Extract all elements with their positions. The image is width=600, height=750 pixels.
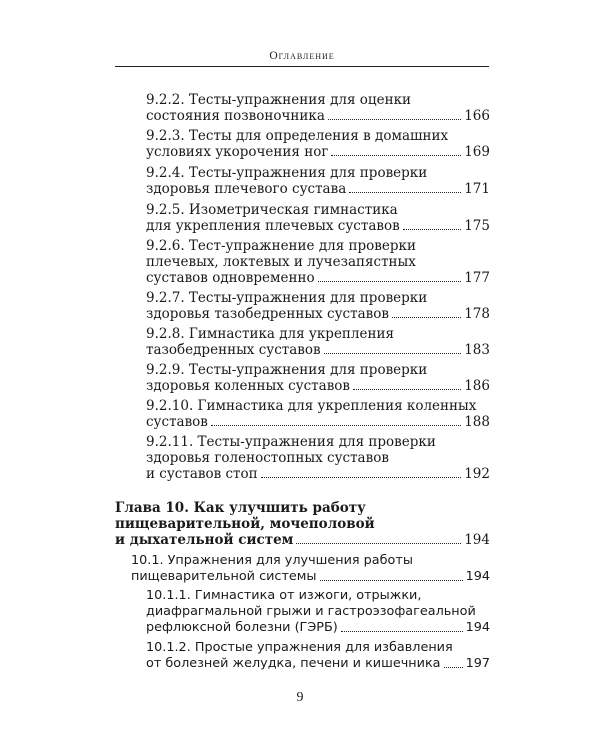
toc-page-number: 178 [464,306,490,322]
toc-entry[interactable] [146,290,490,322]
toc-page-number: 169 [464,144,490,160]
toc-entry-title-end: и суставов стоп [146,466,258,482]
leader-dots [349,192,461,193]
toc-page-number: 192 [464,466,490,482]
toc-entry-title: 10.1.1. Гимнастика от изжоги, отрыжки, [146,588,422,603]
toc-page-number: 197 [465,656,490,671]
toc-entry[interactable] [146,238,490,286]
toc-entry-title-end: пищеварительной системы [131,569,317,584]
toc-page-number: 183 [464,342,490,358]
toc-entry-title-end: здоровья коленных суставов [146,378,351,394]
chapter-title-cont: пищеварительной, мочеполовой [115,516,375,532]
toc-entry[interactable] [146,398,490,430]
toc-entry-title-end: суставов одновременно [146,270,315,286]
toc-entry[interactable] [146,588,490,636]
toc-entry-title-end: суставов [146,414,208,430]
toc-entry-title: 10.1. Упражнения для улучшения работы [131,553,413,568]
toc-entry[interactable] [146,640,490,672]
running-head: Оглавление [269,50,335,62]
toc-page-number: 194 [465,620,490,635]
header-rule [115,66,489,67]
toc-page-number: 194 [465,569,490,584]
toc-entry-title-cont: диафрагмальной грыжи и гастроэзофагеальной [146,604,476,619]
toc-page-number: 177 [464,270,490,286]
chapter-title-end: и дыхательной систем [115,532,294,548]
toc-entry-title: 9.2.9. Тесты-упражнения для проверки [146,362,428,378]
toc-entry-title-end: тазобедренных суставов [146,342,321,358]
toc-entry-title: 9.2.6. Тест-упражнение для проверки [146,238,416,254]
page-number: 9 [296,690,304,705]
toc-entry-title-cont: здоровья голеностопных суставов [146,450,389,466]
toc-entry[interactable] [146,165,490,197]
toc-entry-title-end: от болезней желудка, печени и кишечника [146,656,441,671]
toc-entry-title-end: для укрепления плечевых суставов [146,218,400,234]
toc-entry-title: 9.2.5. Изометрическая гимнастика [146,202,398,218]
toc-entry[interactable] [146,202,490,234]
toc-page-number: 175 [464,218,490,234]
leader-dots [341,631,463,632]
toc-entry-title-end: условиях укорочения ног [146,144,329,160]
toc-entry-title: 9.2.3. Тесты для определения в домашних [146,128,449,144]
chapter-title: Глава 10. Как улучшить работу [115,500,366,516]
leader-dots [296,543,461,544]
leader-dots [320,580,463,581]
leader-dots [261,477,462,478]
toc-page-number: 171 [464,181,490,197]
toc-entry-title-end: рефлюксной болезни (ГЭРБ) [146,620,338,635]
toc-entry[interactable] [146,434,490,482]
toc-page-number: 194 [464,532,490,548]
toc-entry-title-end: состояния позвоночника [146,108,325,124]
toc-page-number: 166 [464,108,490,124]
toc-entry-title: 9.2.10. Гимнастика для укрепления коленных [146,398,477,414]
leader-dots [331,155,461,156]
leader-dots [353,389,461,390]
leader-dots [444,667,463,668]
toc-entry[interactable] [146,128,490,160]
toc-entry[interactable] [146,362,490,394]
toc-chapter-entry[interactable] [115,500,490,548]
toc-entry-title-end: здоровья тазобедренных суставов [146,306,389,322]
leader-dots [403,229,462,230]
toc-entry[interactable] [146,326,490,358]
toc-entry-title-end: здоровья плечевого сустава [146,181,347,197]
toc-entry-title-cont: плечевых, локтевых и лучезапястных [146,254,416,270]
leader-dots [211,425,461,426]
leader-dots [392,317,461,318]
toc-entry-title: 9.2.8. Гимнастика для укрепления [146,326,395,342]
toc-entry[interactable] [146,92,490,124]
toc-entry-title: 10.1.2. Простые упражнения для избавления [146,640,453,655]
leader-dots [324,353,462,354]
toc-entry-title: 9.2.7. Тесты-упражнения для проверки [146,290,428,306]
toc-entry-title: 9.2.11. Тесты-упражнения для проверки [146,434,436,450]
leader-dots [328,119,461,120]
toc-entry[interactable] [131,553,490,585]
toc-entry-title: 9.2.2. Тесты-упражнения для оценки [146,92,412,108]
toc-entry-title: 9.2.4. Тесты-упражнения для проверки [146,165,428,181]
leader-dots [318,281,462,282]
toc-page-number: 186 [464,378,490,394]
toc-page-number: 188 [464,414,490,430]
